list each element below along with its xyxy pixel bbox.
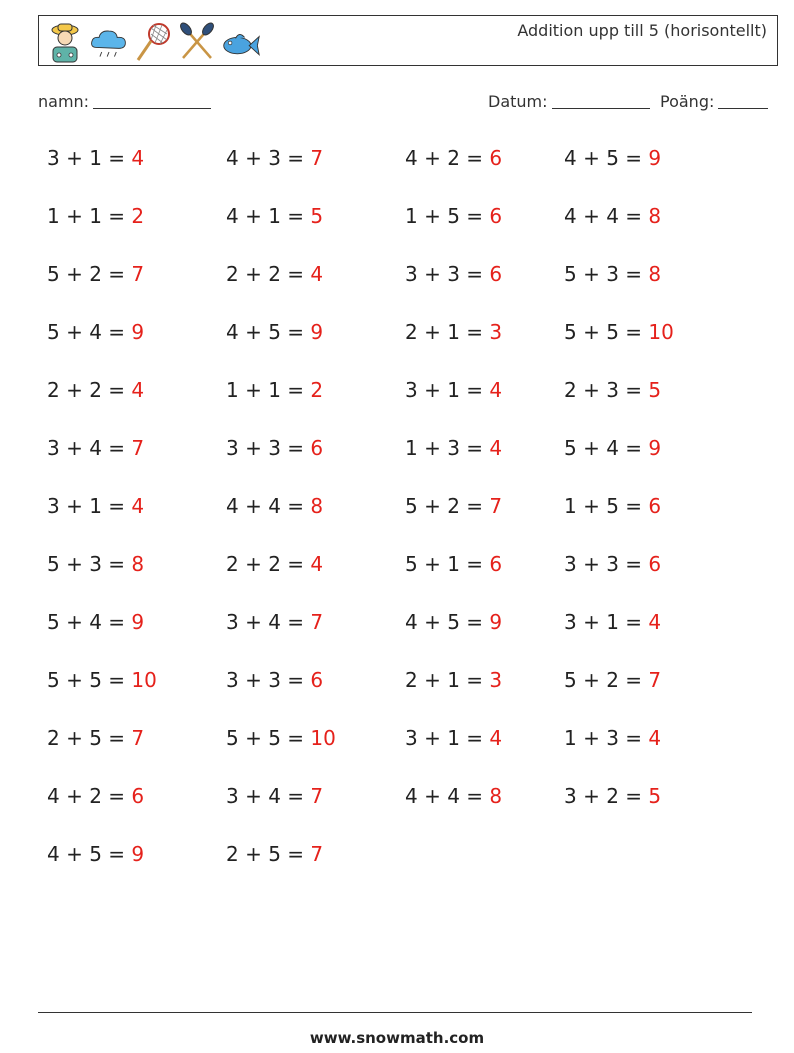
problem-item xyxy=(226,494,323,518)
problem-expression: 3 + 4 = xyxy=(226,610,311,634)
problem-answer: 3 xyxy=(489,320,503,344)
problem-expression: 4 + 3 = xyxy=(226,146,311,170)
problem-answer: 8 xyxy=(310,494,324,518)
problem-expression: 2 + 5 = xyxy=(226,842,311,866)
problem-answer: 9 xyxy=(131,610,145,634)
problem-item xyxy=(405,204,502,228)
date-field[interactable] xyxy=(488,92,650,111)
problem-answer: 7 xyxy=(489,494,503,518)
problem-answer: 6 xyxy=(489,552,503,576)
date-line[interactable] xyxy=(552,92,650,109)
problem-expression: 5 + 4 = xyxy=(564,436,649,460)
problem-item xyxy=(564,146,661,170)
problem-answer: 9 xyxy=(648,146,662,170)
problem-expression: 2 + 2 = xyxy=(47,378,132,402)
problem-answer: 5 xyxy=(310,204,324,228)
problem-expression: 5 + 4 = xyxy=(47,320,132,344)
problem-expression: 4 + 5 = xyxy=(226,320,311,344)
problem-item xyxy=(405,610,502,634)
problem-expression: 5 + 2 = xyxy=(564,668,649,692)
problem-expression: 5 + 3 = xyxy=(564,262,649,286)
problem-expression: 1 + 5 = xyxy=(405,204,490,228)
name-label: namn: xyxy=(38,92,90,111)
problem-item xyxy=(564,436,661,460)
score-label: Poäng: xyxy=(660,92,715,111)
problem-answer: 6 xyxy=(489,146,503,170)
fishing-net-icon xyxy=(133,20,173,64)
fish-icon xyxy=(221,20,261,64)
problem-answer: 4 xyxy=(131,146,145,170)
problem-item xyxy=(47,842,144,866)
problem-expression: 5 + 2 = xyxy=(47,262,132,286)
problem-answer: 7 xyxy=(310,610,324,634)
problem-item xyxy=(405,784,502,808)
problem-expression: 5 + 1 = xyxy=(405,552,490,576)
problem-answer: 4 xyxy=(131,494,145,518)
problem-answer: 6 xyxy=(310,668,324,692)
problem-answer: 9 xyxy=(310,320,324,344)
problem-item xyxy=(47,494,144,518)
problem-expression: 3 + 3 = xyxy=(226,436,311,460)
footer-divider xyxy=(38,1012,752,1013)
problem-answer: 7 xyxy=(131,436,145,460)
problem-item xyxy=(226,668,323,692)
problem-item xyxy=(564,494,661,518)
score-field[interactable] xyxy=(660,92,768,111)
problem-answer: 9 xyxy=(648,436,662,460)
problem-answer: 4 xyxy=(489,436,503,460)
problem-item xyxy=(405,668,502,692)
date-label: Datum: xyxy=(488,92,548,111)
problem-item xyxy=(47,610,144,634)
problem-expression: 4 + 4 = xyxy=(405,784,490,808)
problem-answer: 6 xyxy=(310,436,324,460)
problem-item xyxy=(405,378,502,402)
problem-answer: 7 xyxy=(310,146,324,170)
problem-item xyxy=(564,668,661,692)
problem-expression: 1 + 5 = xyxy=(564,494,649,518)
problem-item xyxy=(564,262,661,286)
problem-item xyxy=(405,552,502,576)
problem-item xyxy=(47,552,144,576)
problem-expression: 2 + 5 = xyxy=(47,726,132,750)
problem-item xyxy=(405,436,502,460)
problem-item xyxy=(564,378,661,402)
problem-answer: 8 xyxy=(489,784,503,808)
problem-item xyxy=(564,784,661,808)
problem-item xyxy=(47,262,144,286)
crossed-oars-icon xyxy=(177,20,217,64)
problem-expression: 4 + 4 = xyxy=(226,494,311,518)
problem-answer: 2 xyxy=(310,378,324,402)
problem-expression: 3 + 1 = xyxy=(47,146,132,170)
problem-answer: 4 xyxy=(489,726,503,750)
rain-cloud-icon xyxy=(89,20,129,64)
problem-item xyxy=(564,610,661,634)
problem-item xyxy=(405,320,502,344)
problem-expression: 2 + 2 = xyxy=(226,262,311,286)
problem-item xyxy=(405,494,502,518)
footer-url: www.snowmath.com xyxy=(309,1029,485,1047)
problem-answer: 4 xyxy=(489,378,503,402)
problem-expression: 5 + 2 = xyxy=(405,494,490,518)
problem-item xyxy=(47,726,144,750)
problem-expression: 1 + 1 = xyxy=(47,204,132,228)
problem-expression: 4 + 5 = xyxy=(564,146,649,170)
problem-item xyxy=(47,320,144,344)
problem-answer: 5 xyxy=(648,378,662,402)
problem-item xyxy=(226,552,323,576)
problem-expression: 2 + 1 = xyxy=(405,668,490,692)
problem-item xyxy=(226,726,336,750)
problem-answer: 6 xyxy=(489,262,503,286)
problem-answer: 10 xyxy=(310,726,336,750)
problem-answer: 4 xyxy=(648,726,662,750)
header-box xyxy=(38,15,778,66)
problem-expression: 2 + 1 = xyxy=(405,320,490,344)
problem-expression: 5 + 3 = xyxy=(47,552,132,576)
problem-item xyxy=(226,378,323,402)
problem-expression: 4 + 5 = xyxy=(47,842,132,866)
worksheet-title: Addition upp till 5 (horisontellt) xyxy=(517,21,767,40)
problem-item xyxy=(226,204,323,228)
problem-expression: 1 + 1 = xyxy=(226,378,311,402)
problem-answer: 7 xyxy=(310,842,324,866)
problem-answer: 4 xyxy=(310,552,324,576)
problem-item xyxy=(47,436,144,460)
problem-answer: 3 xyxy=(489,668,503,692)
problem-answer: 8 xyxy=(648,262,662,286)
problem-answer: 6 xyxy=(131,784,145,808)
problem-answer: 10 xyxy=(648,320,674,344)
problem-item xyxy=(47,146,144,170)
problem-answer: 2 xyxy=(131,204,145,228)
problem-expression: 5 + 5 = xyxy=(564,320,649,344)
problem-item xyxy=(405,262,502,286)
problem-expression: 3 + 1 = xyxy=(405,726,490,750)
problem-item xyxy=(226,610,323,634)
problem-item xyxy=(405,146,502,170)
problem-answer: 4 xyxy=(310,262,324,286)
problem-answer: 6 xyxy=(489,204,503,228)
problem-answer: 7 xyxy=(648,668,662,692)
problem-expression: 3 + 3 = xyxy=(564,552,649,576)
problem-item xyxy=(226,146,323,170)
problem-answer: 8 xyxy=(648,204,662,228)
problem-item xyxy=(226,436,323,460)
problem-expression: 4 + 2 = xyxy=(47,784,132,808)
problem-item xyxy=(564,320,674,344)
icon-strip xyxy=(45,20,261,64)
problem-expression: 3 + 2 = xyxy=(564,784,649,808)
problem-expression: 3 + 1 = xyxy=(47,494,132,518)
problem-answer: 5 xyxy=(648,784,662,808)
problem-expression: 3 + 1 = xyxy=(564,610,649,634)
problem-item xyxy=(564,204,661,228)
problem-item xyxy=(47,204,144,228)
problem-expression: 5 + 5 = xyxy=(47,668,132,692)
problem-expression: 1 + 3 = xyxy=(564,726,649,750)
problem-answer: 4 xyxy=(131,378,145,402)
problem-expression: 2 + 3 = xyxy=(564,378,649,402)
problem-expression: 4 + 2 = xyxy=(405,146,490,170)
problem-answer: 9 xyxy=(131,320,145,344)
problem-answer: 8 xyxy=(131,552,145,576)
problem-item xyxy=(226,320,323,344)
problem-expression: 3 + 1 = xyxy=(405,378,490,402)
problem-expression: 3 + 3 = xyxy=(405,262,490,286)
problem-item xyxy=(47,668,157,692)
problem-answer: 6 xyxy=(648,494,662,518)
problem-answer: 7 xyxy=(131,262,145,286)
problem-item xyxy=(226,842,323,866)
problem-item xyxy=(564,552,661,576)
problem-answer: 9 xyxy=(489,610,503,634)
problem-expression: 3 + 3 = xyxy=(226,668,311,692)
score-line[interactable] xyxy=(718,92,768,109)
problem-answer: 10 xyxy=(131,668,157,692)
problem-item xyxy=(47,784,144,808)
problem-item xyxy=(226,784,323,808)
problem-expression: 4 + 5 = xyxy=(405,610,490,634)
problem-expression: 3 + 4 = xyxy=(226,784,311,808)
fisherman-icon xyxy=(45,20,85,64)
problem-item xyxy=(405,726,502,750)
name-line[interactable] xyxy=(93,92,211,109)
problem-answer: 6 xyxy=(648,552,662,576)
problem-expression: 4 + 1 = xyxy=(226,204,311,228)
problem-expression: 5 + 5 = xyxy=(226,726,311,750)
problem-answer: 4 xyxy=(648,610,662,634)
problem-answer: 9 xyxy=(131,842,145,866)
problem-expression: 4 + 4 = xyxy=(564,204,649,228)
name-field[interactable] xyxy=(38,92,211,111)
problem-expression: 5 + 4 = xyxy=(47,610,132,634)
problem-item xyxy=(47,378,144,402)
problem-expression: 1 + 3 = xyxy=(405,436,490,460)
problem-answer: 7 xyxy=(310,784,324,808)
problem-item xyxy=(564,726,661,750)
problem-item xyxy=(226,262,323,286)
problem-expression: 2 + 2 = xyxy=(226,552,311,576)
problem-answer: 7 xyxy=(131,726,145,750)
problem-expression: 3 + 4 = xyxy=(47,436,132,460)
